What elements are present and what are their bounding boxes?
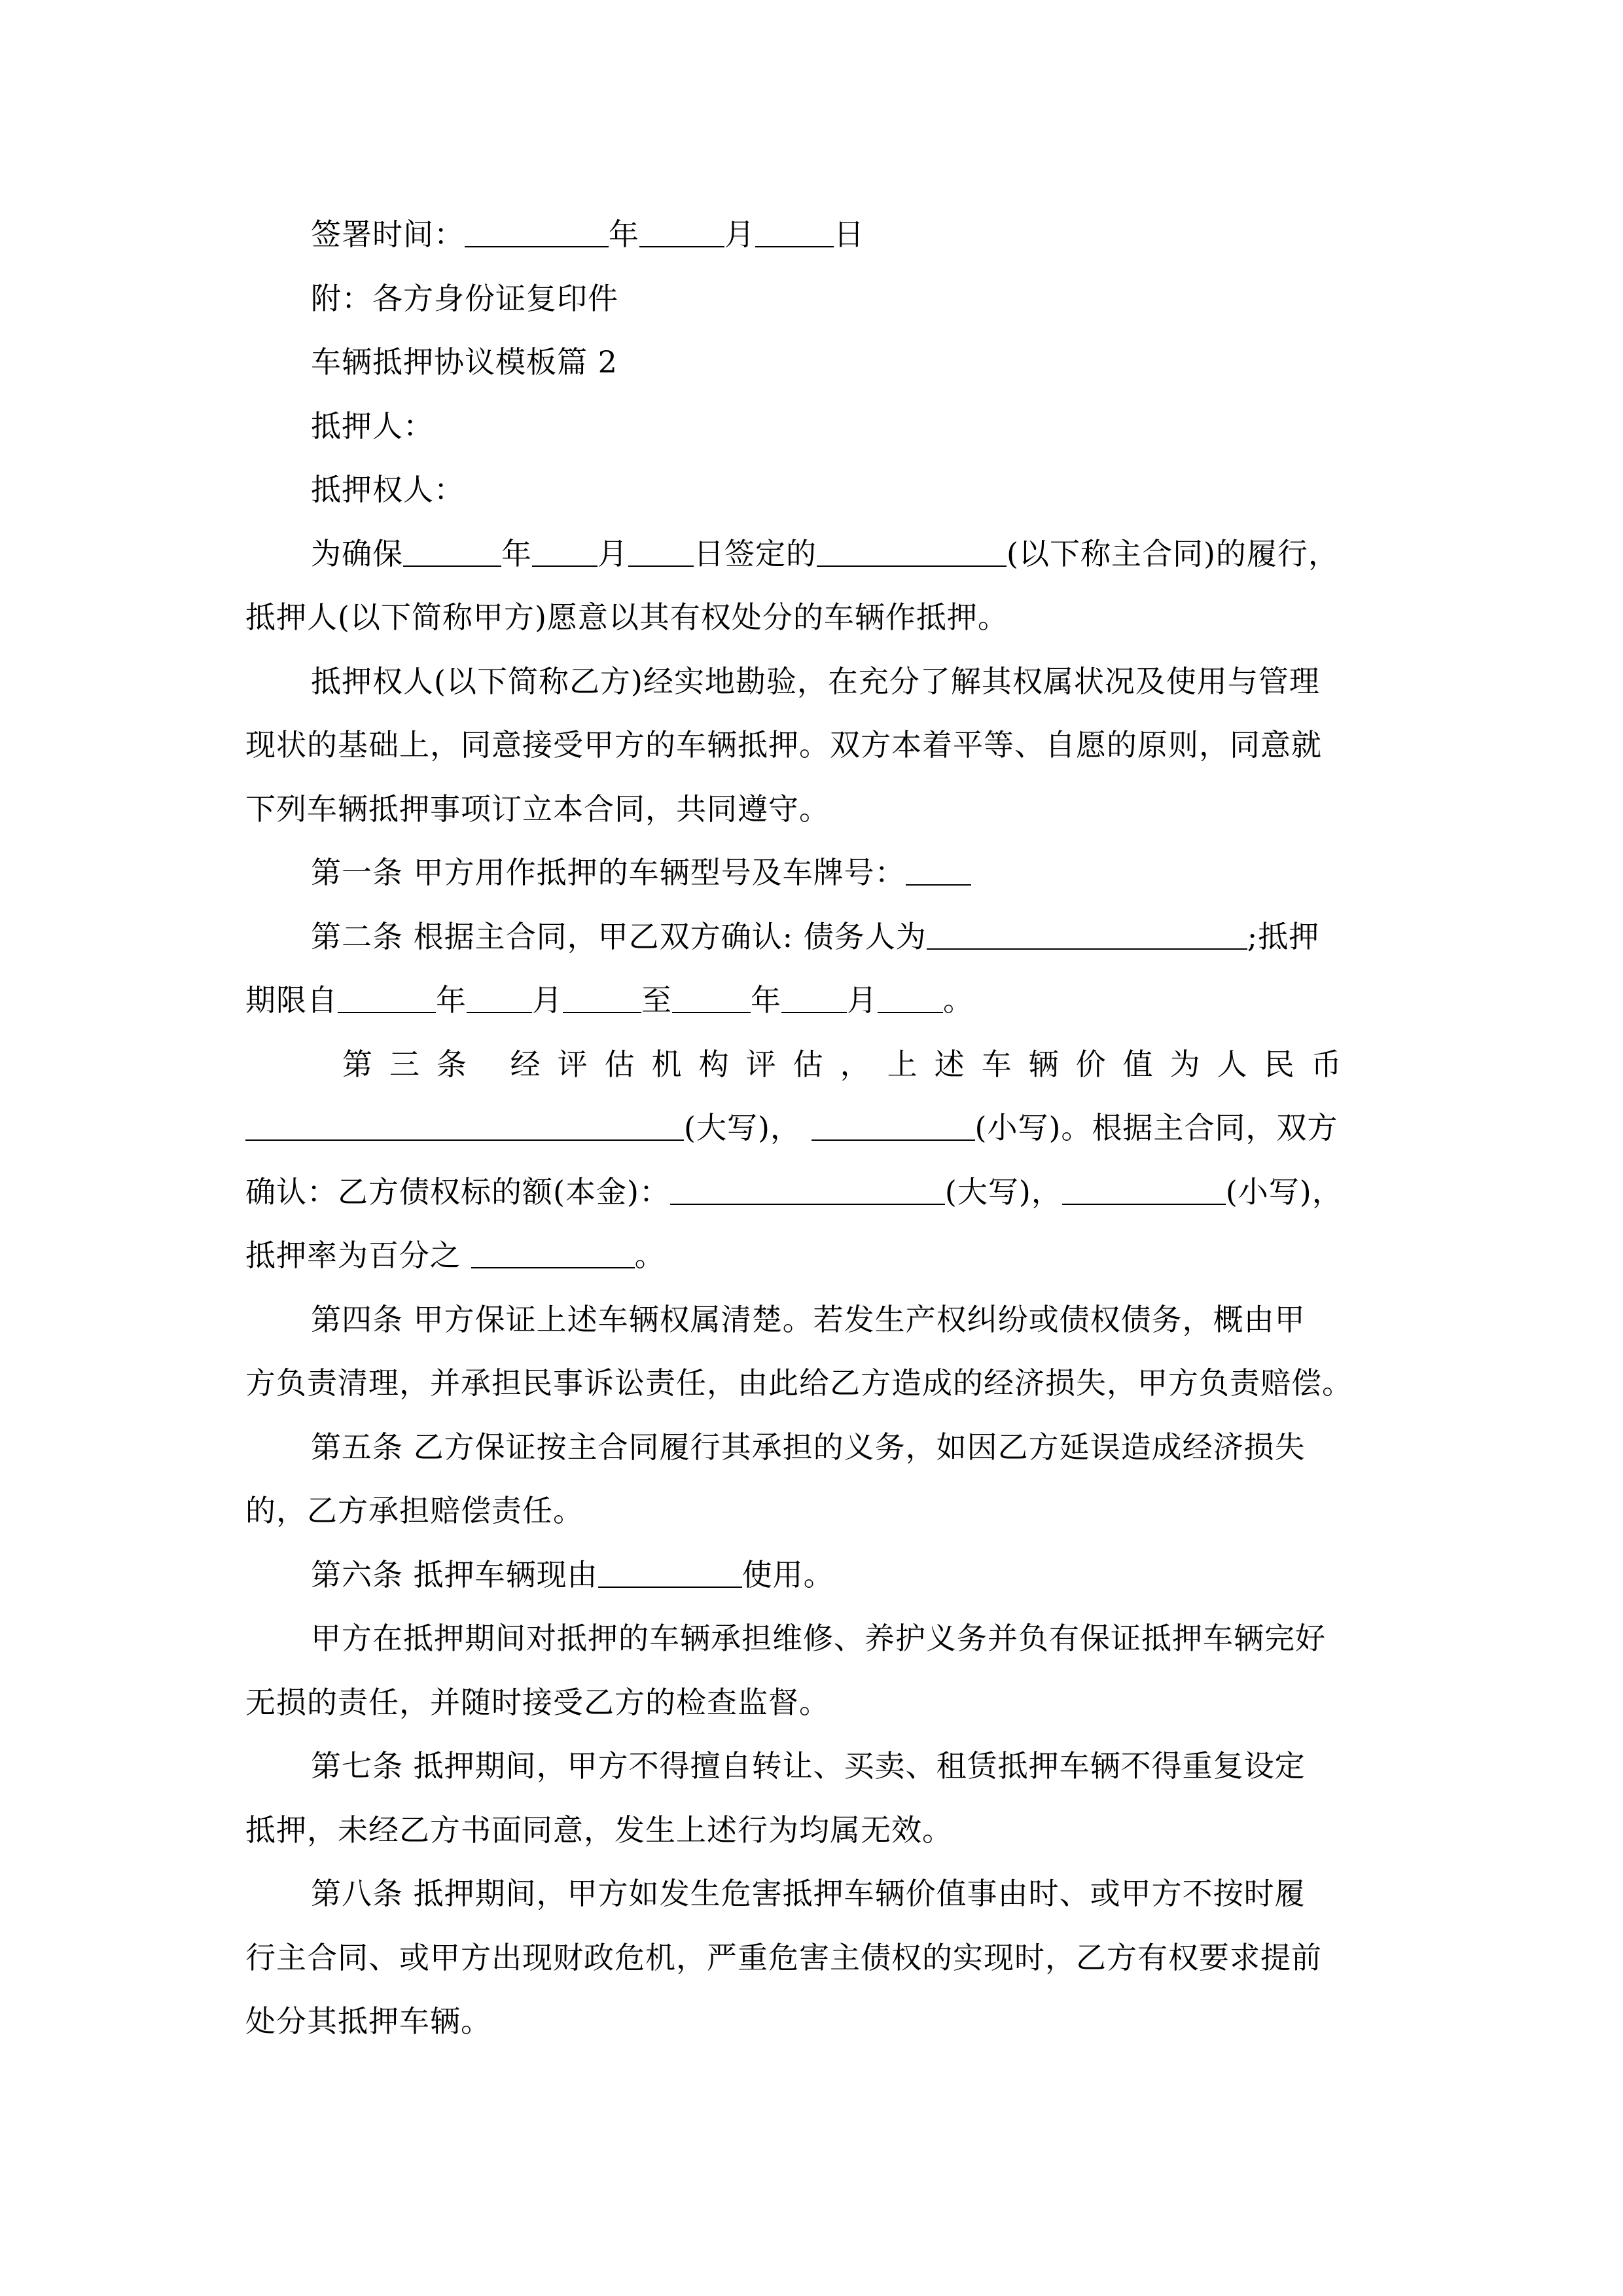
blank-field: [639, 220, 724, 247]
article-3-line-4: [245, 1224, 1378, 1288]
blank-field: [670, 1177, 945, 1205]
article-5-line-1: 第五条 乙方保证按主合同履行其承担的义务，如因乙方延误造成经济损失: [311, 1429, 1306, 1465]
sign-date-line: [245, 203, 1378, 267]
article-2-line-1: [245, 905, 1378, 969]
blank-field: [563, 986, 641, 1013]
article-8-line-1: 第八条 抵押期间，甲方如发生危害抵押车辆价值事由时、或甲方不按时履: [311, 1876, 1306, 1911]
intro-text: 为确保: [311, 535, 403, 571]
blank-field: [781, 986, 847, 1013]
month-label: 月: [597, 535, 628, 571]
paragraph-line: 抵押权人(以下简称乙方)经实地勘验，在充分了解其权属状况及使用与管理: [311, 663, 1320, 699]
article-4-line-1: 第四条 甲方保证上述车辆权属清楚。若发生产权纠纷或债权债务，概由甲: [311, 1301, 1306, 1337]
article-5-line-2: 的，乙方承担赔偿责任。: [245, 1493, 584, 1528]
year-label: 年: [751, 982, 781, 1018]
blank-field: [465, 220, 609, 247]
blank-field: [245, 1113, 684, 1141]
month-label: 月: [724, 217, 755, 252]
article-7-line-2: 抵押，未经乙方书面同意，发生上述行为均属无效。: [245, 1812, 953, 1848]
blank-field: [878, 986, 943, 1013]
blank-field: [817, 539, 1007, 567]
article-text: (小写)，: [1225, 1174, 1343, 1210]
blank-field: [755, 220, 834, 247]
article-text: 。: [634, 1238, 666, 1273]
intro-text: 日签定的: [694, 535, 817, 571]
intro-line-2: 抵押人(以下简称甲方)愿意以其有权处分的车辆作抵押。: [245, 600, 1008, 635]
blank-field: [672, 986, 751, 1013]
blank-field: [906, 858, 971, 886]
blank-field: [532, 539, 597, 567]
article-6-line-1: [245, 1543, 1378, 1607]
blank-field: [812, 1113, 975, 1141]
article-text: ;抵押: [1247, 918, 1320, 954]
sign-date-label: 签署时间：: [311, 217, 465, 252]
blank-field: [471, 1241, 635, 1268]
section-title: 车辆抵押协议模板篇 2: [311, 344, 618, 380]
article-text: (大写)，: [684, 1110, 801, 1145]
blank-field: [467, 986, 532, 1013]
article-text: 期限自: [245, 982, 338, 1018]
intro-text: (以下称主合同)的履行，: [1007, 535, 1339, 571]
blank-field: [598, 1560, 742, 1588]
year-label: 年: [609, 217, 639, 252]
year-label: 年: [501, 535, 532, 571]
blank-field: [338, 986, 436, 1013]
paragraph-line: 下列车辆抵押事项订立本合同，共同遵守。: [245, 791, 830, 827]
article-7-line-1: 第七条 抵押期间，甲方不得擅自转让、买卖、租赁抵押车辆不得重复设定: [311, 1748, 1306, 1784]
to-label: 至: [641, 982, 672, 1018]
blank-field: [628, 539, 694, 567]
article-4-line-2: 方负责清理，并承担民事诉讼责任，由此给乙方造成的经济损失，甲方负责赔偿。: [245, 1365, 1353, 1401]
intro-line-1: [245, 522, 1378, 586]
attachment-line: 附：各方身份证复印件: [311, 280, 618, 316]
article-6-para-line-1: 甲方在抵押期间对抵押的车辆承担维修、养护义务并负有保证抵押车辆完好: [311, 1621, 1326, 1656]
paragraph-line: 现状的基础上，同意接受甲方的车辆抵押。双方本着平等、自愿的原则，同意就: [245, 727, 1322, 762]
blank-field: [927, 922, 1247, 950]
article-text: (大写)，: [944, 1174, 1062, 1210]
mortgagor-line: 抵押人：: [311, 408, 434, 444]
article-text: 抵押率为百分之: [245, 1238, 461, 1273]
article-text: (小写)。根据主合同，双方: [974, 1110, 1338, 1145]
article-text: 。: [943, 982, 974, 1018]
article-8-line-3: 处分其抵押车辆。: [245, 2003, 491, 2039]
article-6-para-line-2: 无损的责任，并随时接受乙方的检查监督。: [245, 1684, 830, 1720]
article-text: 第六条 抵押车辆现由: [311, 1556, 598, 1592]
month-label: 月: [532, 982, 563, 1018]
article-text: 确认：乙方债权标的额(本金)：: [245, 1174, 670, 1210]
blank-field: [1062, 1177, 1226, 1205]
article-8-line-2: 行主合同、或甲方出现财政危机，严重危害主债权的实现时，乙方有权要求提前: [245, 1939, 1322, 1975]
mortgagee-line: 抵押权人：: [311, 472, 465, 507]
blank-field: [403, 539, 501, 567]
document-page: [245, 203, 1378, 2054]
article-text: 第二条 根据主合同，甲乙双方确认: 债务人为: [311, 918, 927, 954]
day-label: 日: [834, 217, 865, 252]
article-text: 第一条 甲方用作抵押的车辆型号及车牌号：: [311, 855, 906, 890]
month-label: 月: [847, 982, 878, 1018]
article-2-line-2: [245, 969, 1378, 1033]
article-text: 使用。: [741, 1556, 834, 1592]
article-text: 第三条 经评估机构评估，上述车辆价值为人民币: [342, 1046, 1359, 1082]
article-3-line-1: [245, 1033, 1378, 1097]
year-label: 年: [436, 982, 467, 1018]
article-1: [245, 841, 1378, 905]
article-3-line-3: [245, 1160, 1378, 1225]
article-3-line-2: [245, 1096, 1378, 1160]
